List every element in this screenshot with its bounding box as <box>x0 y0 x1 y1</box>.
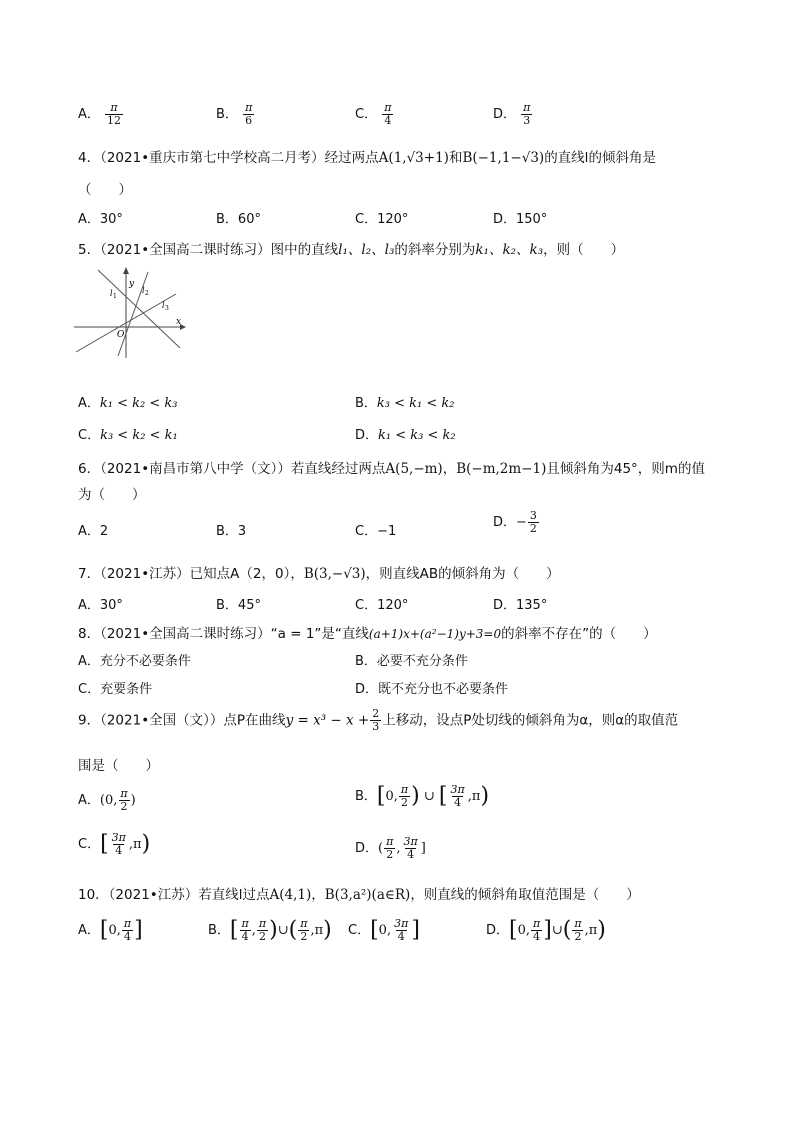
q7-option-d: D．135° <box>493 598 548 613</box>
question-7: 7．（2021•江苏）已知点A（2，0），B(3,−√3)，则直线AB的倾斜角为（ ） <box>78 566 560 582</box>
l2-label: l <box>142 286 145 295</box>
q10-option-b: B．[ $\frac{\pi}{4}$ , $\frac{\pi}{2}$ )∪( $\frac{\pi}{2}$ ,π) <box>208 917 332 944</box>
q4-option-a: A．30° <box>78 212 123 227</box>
q8-option-d: D．既不充分也不必要条件 <box>355 682 509 697</box>
question-4-paren: （ ） <box>78 182 132 198</box>
option-d: D． $\frac{\pi}{3}$ <box>493 101 531 128</box>
q9-option-a: A．(0, $\frac{\pi}{2}$ ) <box>78 787 136 814</box>
q8-option-c: C．充要条件 <box>78 682 153 697</box>
q10-option-d: D．[0, $\frac{\pi}{4}$ ]∪( $\frac{\pi}{2}$ ,π) <box>486 917 606 944</box>
q5-option-c: C．k₃ < k₂ < k₁ <box>78 428 178 443</box>
q10-option-c: C．[0, $\frac{3\pi}{4}$ ] <box>348 917 420 944</box>
q9-option-b: B．[0, $\frac{\pi}{2}$ ) ∪ [ $\frac{3\pi}{4}$ ,π) <box>355 783 490 810</box>
option-c: C． $\frac{\pi}{4}$ <box>355 101 392 128</box>
q8-option-a: A．充分不必要条件 <box>78 654 191 669</box>
q4-option-c: C．120° <box>355 212 409 227</box>
l2-sub: 2 <box>145 290 149 297</box>
l1-sub: 1 <box>113 293 117 300</box>
l1-label: l <box>110 289 113 298</box>
q6-option-a: A．2 <box>78 524 109 539</box>
option-b: B． $\frac{\pi}{6}$ <box>216 101 253 128</box>
lines-diagram <box>72 266 190 358</box>
question-8: 8．（2021•全国高二课时练习）“a = 1”是“直线(a+1)x+(a²−1)y+3=0的斜率不存在”的（ ） <box>78 626 657 642</box>
q10-option-a: A．[0, $\frac{\pi}{4}$ ] <box>78 917 143 944</box>
question-9-line2: 围是（ ） <box>78 758 159 774</box>
l3-sub: 3 <box>165 305 169 312</box>
q6-option-b: B．3 <box>216 524 247 539</box>
origin-label: O <box>117 330 125 340</box>
q4-option-b: B．60° <box>216 212 261 227</box>
q6-option-c: C．−1 <box>355 524 397 539</box>
question-5: 5．（2021•全国高二课时练习）图中的直线l₁、l₂、l₃的斜率分别为k₁、k₂、k₃，则（ ） <box>78 242 625 258</box>
x-label: x <box>176 317 182 327</box>
q8-option-b: B．必要不充分条件 <box>355 654 468 669</box>
question-6-line2: 为（ ） <box>78 487 146 503</box>
q5-option-d: D．k₁ < k₃ < k₂ <box>355 428 456 443</box>
q7-option-c: C．120° <box>355 598 409 613</box>
option-a: A． $\frac{\pi}{12}$ <box>78 101 122 128</box>
y-label: y <box>129 279 135 289</box>
q6-option-d: D．− $\frac{3}{2}$ <box>493 509 537 536</box>
q5-option-b: B．k₃ < k₁ < k₂ <box>355 396 455 411</box>
l3-label: l <box>162 301 165 310</box>
q9-option-d: D．( $\frac{\pi}{2}$ , $\frac{3\pi}{4}$ ] <box>355 835 426 862</box>
question-6: 6．（2021•南昌市第八中学（文））若直线经过两点A(5,−m)，B(−m,2m−1)且倾斜角为45°，则m的值 <box>78 461 705 477</box>
question-10: 10．（2021•江苏）若直线l过点A(4,1)，B(3,a²)(a∈R)，则直线的倾斜角取值范围是（ ） <box>78 887 640 903</box>
q4-option-d: D．150° <box>493 212 548 227</box>
q7-option-a: A．30° <box>78 598 123 613</box>
q5-option-a: A．k₁ < k₂ < k₃ <box>78 396 178 411</box>
q7-option-b: B．45° <box>216 598 261 613</box>
question-4: 4．（2021•重庆市第七中学校高二月考）经过两点A(1,√3+1)和B(−1,1−√3)的直线l的倾斜角是 <box>78 150 656 166</box>
question-9: 9．（2021•全国（文））点P在曲线y = x³ − x + $\frac{2}{3}$ 上移动，设点P处切线的倾斜角为α，则α的取值范 <box>78 707 679 734</box>
q9-option-c: C．[ $\frac{3\pi}{4}$ ,π) <box>78 831 151 858</box>
y-axis-arrow <box>123 267 129 274</box>
